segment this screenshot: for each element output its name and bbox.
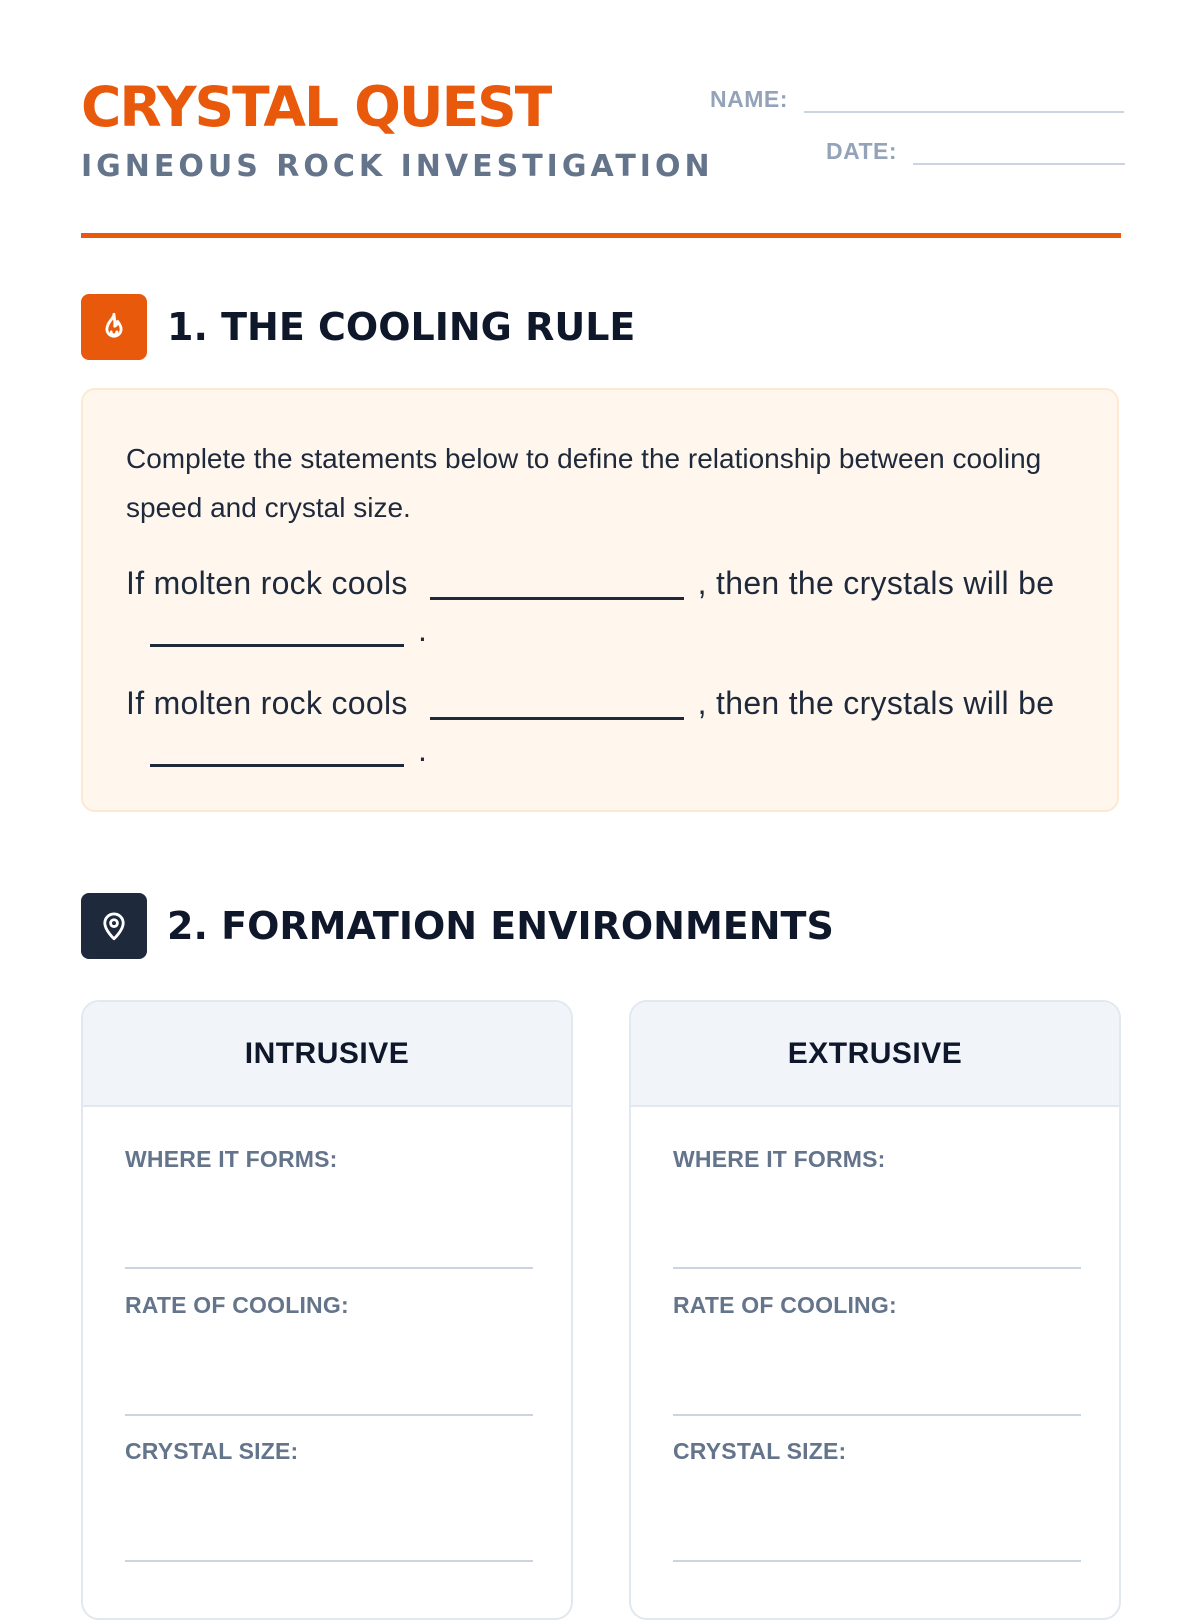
where-it-forms-field[interactable] (673, 1146, 1081, 1173)
answer-line[interactable] (125, 1560, 533, 1562)
intrusive-card (81, 1000, 573, 1620)
card-heading: EXTRUSIVE (631, 1002, 1119, 1107)
field-label: WHERE IT FORMS: (673, 1146, 886, 1172)
statement-middle: , then the crystals will be (697, 685, 1055, 721)
answer-blank[interactable] (430, 687, 684, 720)
card-heading: INTRUSIVE (83, 1002, 571, 1107)
page-title: CRYSTAL QUEST (81, 75, 551, 139)
statement-1 (126, 560, 1086, 654)
statement-prefix: If molten rock cools (126, 565, 408, 601)
section-title: 1. THE COOLING RULE (167, 305, 636, 349)
date-label: DATE: (826, 138, 898, 164)
rate-of-cooling-field[interactable] (125, 1292, 533, 1319)
answer-line[interactable] (125, 1414, 533, 1416)
date-blank-line[interactable] (913, 163, 1125, 165)
answer-blank[interactable] (430, 567, 684, 600)
answer-blank[interactable] (150, 614, 404, 647)
crystal-size-field[interactable] (125, 1438, 533, 1465)
statement-2 (126, 680, 1086, 774)
field-label: RATE OF COOLING: (125, 1292, 349, 1318)
answer-line[interactable] (673, 1414, 1081, 1416)
answer-line[interactable] (673, 1560, 1081, 1562)
statement-suffix: . (418, 732, 428, 768)
where-it-forms-field[interactable] (125, 1146, 533, 1173)
worksheet-page (81, 0, 1121, 1600)
field-label: RATE OF COOLING: (673, 1292, 897, 1318)
extrusive-card (629, 1000, 1121, 1620)
statement-middle: , then the crystals will be (697, 565, 1055, 601)
instructions-text: Complete the statements below to define the relationship between cooling speed and crystal size. (126, 443, 1042, 523)
field-label: CRYSTAL SIZE: (673, 1438, 847, 1464)
cooling-rule-box (81, 388, 1119, 812)
answer-line[interactable] (673, 1267, 1081, 1269)
answer-blank[interactable] (150, 734, 404, 767)
name-field[interactable] (710, 86, 1124, 113)
rate-of-cooling-field[interactable] (673, 1292, 1081, 1319)
section-formation-heading (81, 893, 834, 959)
name-label: NAME: (710, 86, 788, 112)
field-label: WHERE IT FORMS: (125, 1146, 338, 1172)
header-divider (81, 233, 1121, 238)
answer-line[interactable] (125, 1267, 533, 1269)
flame-icon (81, 294, 147, 360)
section-cooling-rule-heading (81, 294, 635, 360)
field-label: CRYSTAL SIZE: (125, 1438, 299, 1464)
section-title: 2. FORMATION ENVIRONMENTS (167, 904, 834, 948)
page-subtitle: IGNEOUS ROCK INVESTIGATION (81, 149, 714, 184)
date-field[interactable] (826, 138, 1125, 165)
statement-suffix: . (418, 612, 428, 648)
map-pin-icon (81, 893, 147, 959)
crystal-size-field[interactable] (673, 1438, 1081, 1465)
statement-prefix: If molten rock cools (126, 685, 408, 721)
name-blank-line[interactable] (804, 111, 1124, 113)
